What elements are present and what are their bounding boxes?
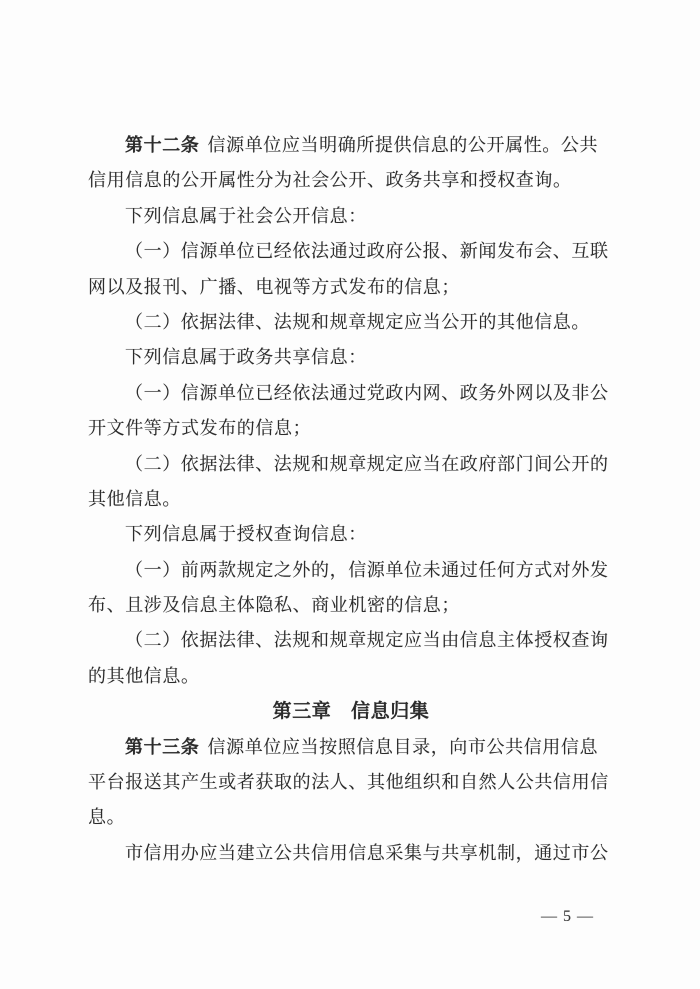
text-line [88, 411, 614, 446]
text-line [88, 234, 614, 269]
text-line-content: 网以及报刊、广播、电视等方式发布的信息； [88, 276, 460, 297]
text-line-content: （一）前两款规定之外的，信源单位未通过任何方式对外发 [125, 559, 609, 580]
text-line-content: 布、且涉及信息主体隐私、商业机密的信息； [88, 595, 460, 616]
text-line [88, 128, 614, 163]
text-line [88, 305, 614, 340]
text-line-content: 信源单位应当按照信息目录，向市公共信用信息 [207, 736, 599, 757]
text-line [88, 340, 614, 375]
text-line-content: （一）信源单位已经依法通过党政内网、政务外网以及非公 [125, 382, 609, 403]
article-label: 第十三条 [125, 736, 200, 757]
text-line-content: （二）依据法律、法规和规章规定应当由信息主体授权查询 [125, 630, 609, 651]
text-line-content: 其他信息。 [88, 488, 181, 509]
text-line-content: 信源单位应当明确所提供信息的公开属性。公共 [207, 135, 599, 155]
text-line [88, 836, 614, 871]
chapter-heading [88, 694, 614, 729]
text-line-content: 下列信息属于授权查询信息： [125, 524, 367, 545]
text-line-content: （二）依据法律、法规和规章规定应当公开的其他信息。 [125, 311, 590, 332]
text-line [88, 730, 614, 765]
text-line [88, 376, 614, 411]
text-line [88, 800, 614, 835]
text-line-content: 信用信息的公开属性分为社会公开、政务共享和授权查询。 [88, 170, 572, 191]
article-label: 第十二条 [125, 135, 200, 155]
page-number: — 5 — [541, 908, 594, 925]
text-line [88, 482, 614, 517]
text-line [88, 588, 614, 623]
text-line-content: 的其他信息。 [88, 665, 200, 686]
chapter-heading-text: 第三章 信息归集 [272, 701, 430, 723]
text-line [88, 765, 614, 800]
text-line-content: 开文件等方式发布的信息； [88, 418, 312, 439]
text-line [88, 517, 614, 552]
text-line-content: 下列信息属于政务共享信息： [125, 347, 367, 368]
text-line [88, 447, 614, 482]
text-line [88, 270, 614, 305]
text-line [88, 163, 614, 198]
text-line-content: （二）依据法律、法规和规章规定应当在政府部门间公开的 [125, 453, 609, 474]
text-line-content: 息。 [88, 807, 126, 828]
text-line [88, 553, 614, 588]
text-line [88, 199, 614, 234]
text-line-content: 市信用办应当建立公共信用信息采集与共享机制，通过市公 [125, 842, 609, 863]
document-body [88, 128, 614, 871]
text-line-content: 平台报送其产生或者获取的法人、其他组织和自然人公共信用信 [88, 772, 609, 793]
text-line [88, 659, 614, 694]
text-line [88, 623, 614, 658]
text-line-content: （一）信源单位已经依法通过政府公报、新闻发布会、互联 [125, 241, 609, 262]
text-line-content: 下列信息属于社会公开信息： [125, 205, 367, 226]
